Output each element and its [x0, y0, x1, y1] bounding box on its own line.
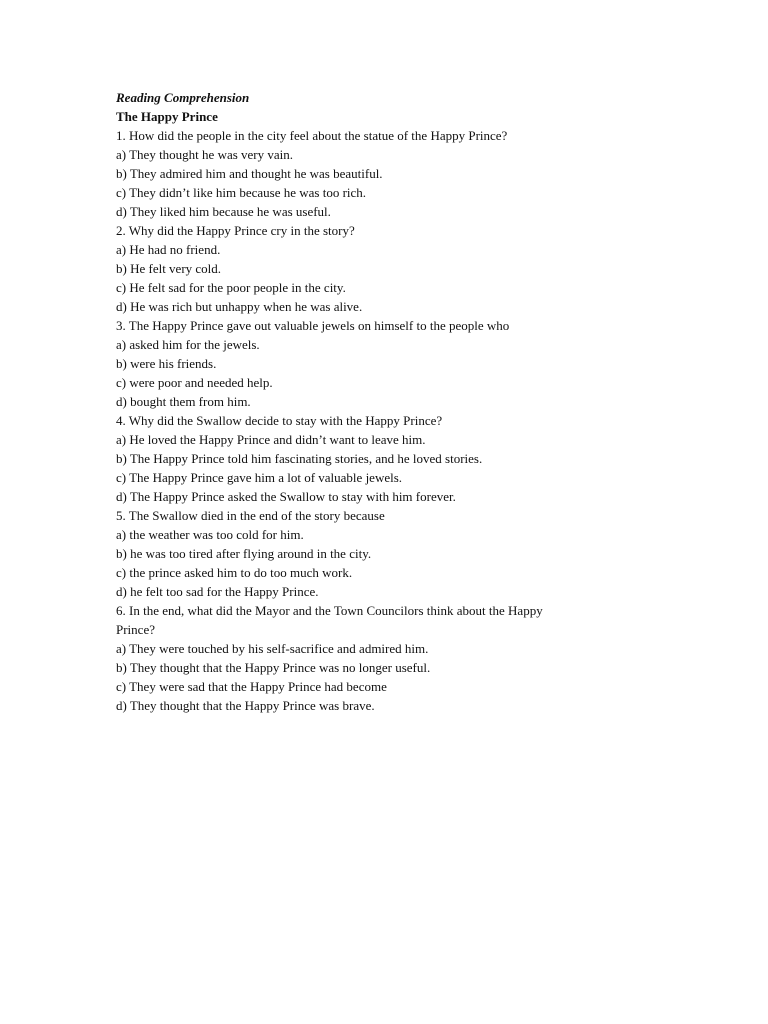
answer-option: a) He had no friend.	[116, 242, 221, 257]
question-text: 2. Why did the Happy Prince cry in the story?	[116, 223, 355, 238]
answer-option: c) They were sad that the Happy Prince had become	[116, 679, 387, 694]
answer-option: b) They thought that the Happy Prince was no longer useful.	[116, 660, 431, 675]
question-3	[116, 316, 556, 411]
document-heading: Reading Comprehension	[116, 90, 250, 105]
answer-option: b) he was too tired after flying around in the city.	[116, 546, 372, 561]
answer-option: b) were his friends.	[116, 356, 217, 371]
question-text: 4. Why did the Swallow decide to stay with the Happy Prince?	[116, 413, 443, 428]
answer-option: a) the weather was too cold for him.	[116, 527, 304, 542]
question-2	[116, 221, 556, 316]
answer-option: d) He was rich but unhappy when he was alive.	[116, 299, 363, 314]
question-text: 5. The Swallow died in the end of the story because	[116, 508, 385, 523]
answer-option: b) The Happy Prince told him fascinating stories, and he loved stories.	[116, 451, 483, 466]
answer-option: b) He felt very cold.	[116, 261, 222, 276]
answer-option: d) bought them from him.	[116, 394, 251, 409]
answer-option: a) They thought he was very vain.	[116, 147, 294, 162]
answer-option: d) They liked him because he was useful.	[116, 204, 331, 219]
document-page	[116, 88, 556, 715]
question-5	[116, 506, 556, 601]
question-6	[116, 601, 556, 715]
answer-option: b) They admired him and thought he was beautiful.	[116, 166, 383, 181]
answer-option: a) asked him for the jewels.	[116, 337, 260, 352]
answer-option: a) They were touched by his self-sacrifice and admired him.	[116, 641, 429, 656]
question-1	[116, 126, 556, 221]
answer-option: d) The Happy Prince asked the Swallow to stay with him forever.	[116, 489, 456, 504]
document-title: The Happy Prince	[116, 109, 218, 124]
question-text: 3. The Happy Prince gave out valuable jewels on himself to the people who	[116, 318, 510, 333]
answer-option: c) were poor and needed help.	[116, 375, 273, 390]
question-text: 1. How did the people in the city feel about the statue of the Happy Prince?	[116, 128, 508, 143]
answer-option: d) They thought that the Happy Prince was brave.	[116, 698, 375, 713]
question-4	[116, 411, 556, 506]
answer-option: c) the prince asked him to do too much work.	[116, 565, 353, 580]
answer-option: c) They didn’t like him because he was too rich.	[116, 185, 367, 200]
answer-option: a) He loved the Happy Prince and didn’t want to leave him.	[116, 432, 426, 447]
answer-option: c) The Happy Prince gave him a lot of valuable jewels.	[116, 470, 403, 485]
answer-option: c) He felt sad for the poor people in the city.	[116, 280, 346, 295]
answer-option: d) he felt too sad for the Happy Prince.	[116, 584, 319, 599]
question-text: 6. In the end, what did the Mayor and the Town Councilors think about the Happy Prince?	[116, 603, 543, 637]
